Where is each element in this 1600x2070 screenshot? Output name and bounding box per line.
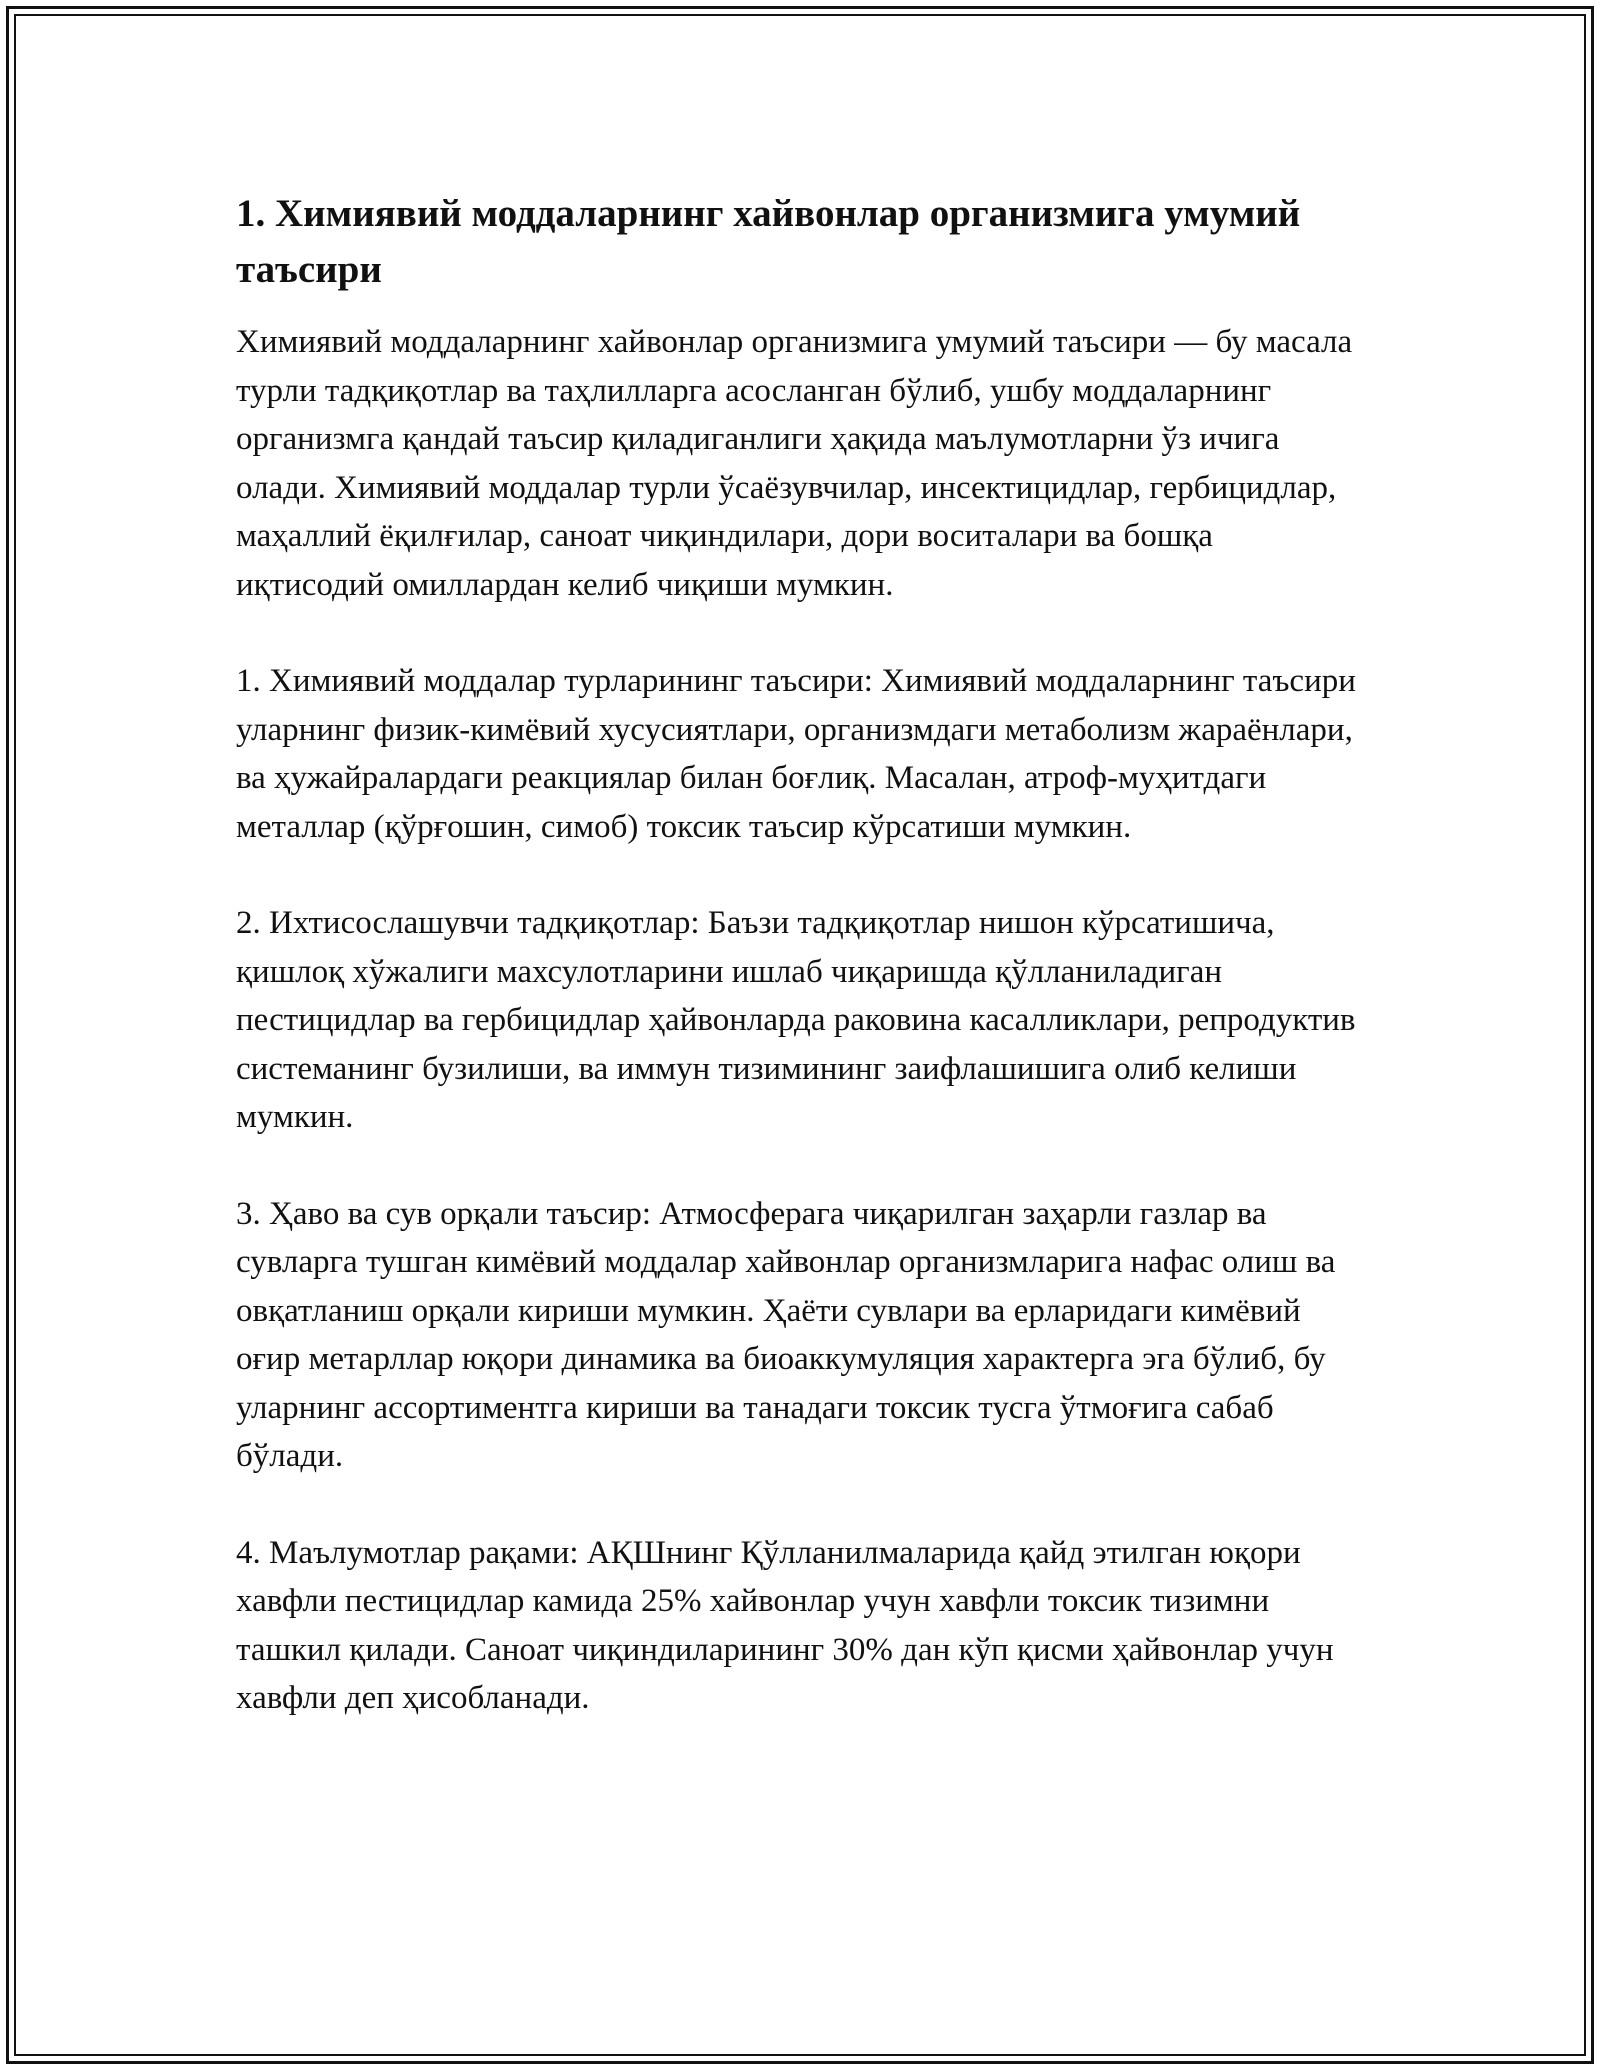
paragraph-intro: Химиявий моддаларнинг хайвонлар организмига умумий таъсири — бу масала турли тадқиқотлар ва таҳлилларга асосланган бўлиб, ушбу моддаларнинг организмга қандай таъсир қиладиганлиги ҳақида маълумотларни ўз ичига олади. Химиявий моддалар турли ўсаёзувчилар, инсектицидлар, гербицидлар, маҳаллий ёқилғилар, саноат чиқиндилари, дори воситалари ва бошқа иқтисодий омиллардан келиб чиқиши мумкин. — [236, 324, 1353, 603]
paragraph-specialized-research: 2. Ихтисослашувчи тадқиқотлар: Баъзи тадқиқотлар нишон кўрсатишича, қишлоқ хўжалиги махсулотларини ишлаб чиқаришда қўлланиладиган пестицидлар ва гербицидлар ҳайвонларда раковина касалликлари, репродуктив системанинг бузилиши, ва иммун тизимининг заифлашишига олиб келиши мумкин. — [236, 905, 1356, 1135]
paragraph-air-water-exposure: 3. Ҳаво ва сув орқали таъсир: Атмосферага чиқарилган заҳарли газлар ва сувларга тушган кимёвий моддалар хайвонлар организмларига нафас олиш ва овқатланиш орқали кириши мумкин. Ҳаёти сувлари ва ерларидаги кимёвий оғир метарллар юқори динамика ва биоаккумуляция характерга эга бўлиб, бу уларнинг ассортиментга кириши ва танадаги токсик тусга ўтмоғига сабаб бўлади. — [236, 1195, 1336, 1474]
paragraph-statistics: 4. Маълумотлар рақами: АҚШнинг Қўлланилмаларида қайд этилган юқори хавфли пестицидлар камида 25% хайвонлар учун хавфли токсик тизимни ташкил қилади. Саноат чиқиндиларининг 30% дан кўп қисми ҳайвонлар учун хавфли деп ҳисобланади. — [236, 1534, 1334, 1716]
document-body — [236, 186, 1366, 1771]
paragraph-chemical-types: 1. Химиявий моддалар турларининг таъсири: Химиявий моддаларнинг таъсири уларнинг физик-кимёвий хусусиятлари, организмдаги метаболизм жараёнлари, ва ҳужайралардаги реакциялар билан боғлиқ. Масалан, атроф-муҳитдаги металлар (қўрғошин, симоб) токсик таъсир кўрсатиши мумкин. — [236, 663, 1356, 845]
document-title: 1. Химиявий моддаларнинг хайвонлар организмига умумий таъсири — [236, 192, 1301, 291]
